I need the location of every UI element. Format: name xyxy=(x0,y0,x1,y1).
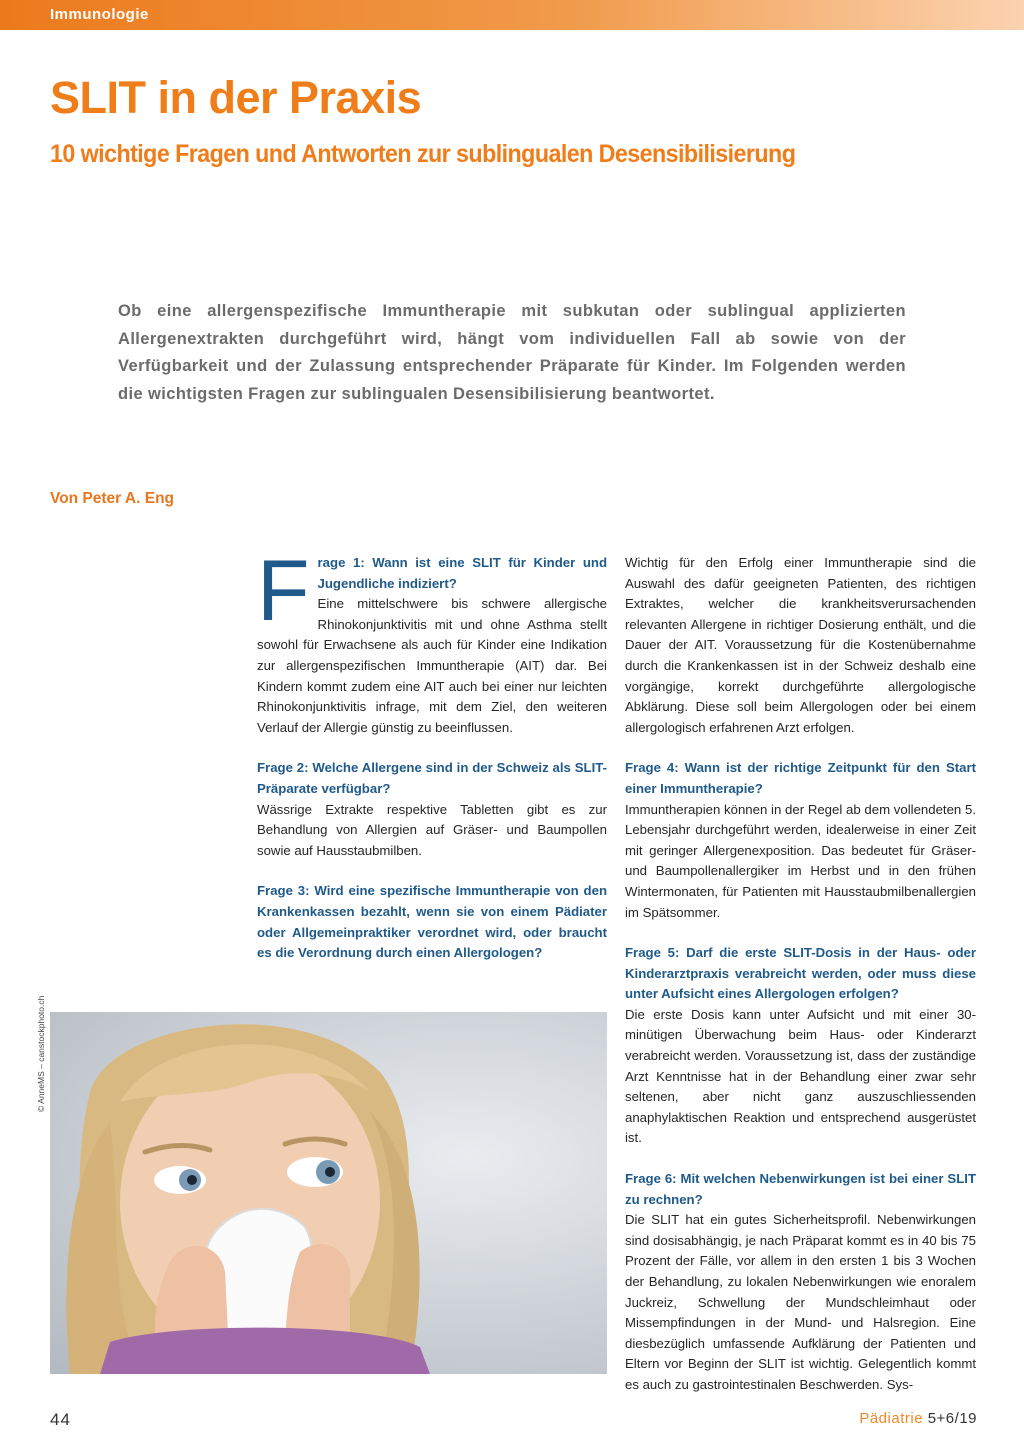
page-number: 44 xyxy=(50,1410,71,1429)
answer-1: Eine mittelschwere bis schwere allergische Rhinokonjunktivitis mit und ohne Asthma stellt sowohl für Erwachsene als auch für Kinder eine Indikation zur allergenspezifischen Immuntherapie (AIT) dar. Bei Kindern kommt zudem eine AIT auch bei einer nur leichten Rhinokonjunktivitis infrage, mit dem Ziel, den weiteren Verlauf der Allergie günstig zu beeinflussen. xyxy=(257,596,607,735)
article-lead: Ob eine allergenspezifische Immuntherapie mit subkutan oder sublingual applizierten Allergenextrakten durchgeführt wird, hängt vom individuellen Fall ab sowie von der Verfügbarkeit und der Zulassung entsprechender Präparate für Kinder. Im Folgenden werden die wichtigsten Fragen zur sublingualen Desensibilisierung beantwortet. xyxy=(118,302,906,403)
answer-6: Die SLIT hat ein gutes Sicherheitsprofil. Nebenwirkungen sind dosisabhängig, je nach Präparat kommt es in 40 bis 75 Prozent der Fälle, vor allem in den ersten 1 bis 3 Wochen der Behandlung, zu lokalen Nebenwirkungen wie enoralem Juckreiz, Schwellung der Mundschleimhaut oder Missempfindungen in der Mund- und Halsregion. Eine diesbezüglich umfassende Aufklärung der Patienten und Eltern vor Beginn der SLIT ist wichtig. Gelegentlich kommt es auch zu gastrointestinalen Beschwerden. Sys- xyxy=(625,1212,976,1392)
question-2: Frage 2: Welche Allergene sind in der Schweiz als SLIT-Präparate verfügbar? xyxy=(257,760,607,796)
photo-credit: © AnneMS – canstockphoto.ch xyxy=(36,995,46,1112)
answer-5: Die erste Dosis kann unter Aufsicht und mit einer 30-minütigen Überwachung beim Haus- oder Kinderarzt verabreicht werden. Voraussetzung ist, dass der zuständige Arzt Kenntnisse hat in der Behandlung einer zwar sehr seltenen, aber nicht ganz auszuschliessenden anaphylaktischen Reaktion und entsprechend ausgerüstet ist. xyxy=(625,1006,976,1146)
question-6: Frage 6: Mit welchen Nebenwirkungen ist bei einer SLIT zu rechnen? xyxy=(625,1171,976,1207)
answer-3: Wichtig für den Erfolg einer Immuntherapie sind die Auswahl des dafür geeigneten Patienten, des richtigen Extraktes, welcher die krankheitsverursachenden relevanten Allergene in richtiger Dosierung enthält, und die Dauer der AIT. Voraussetzung für die Kostenübernahme durch die Krankenkassen ist in der Schweiz deshalb eine vorgängige, korrekt durchgeführte allergologische Abklärung. Diese soll beim Allergologen oder bei einem allergologisch erfahrenen Arzt erfolgen. xyxy=(625,555,976,735)
journal-issue: 5+6/19 xyxy=(927,1410,977,1427)
answer-2: Wässrige Extrakte respektive Tabletten gibt es zur Behandlung von Allergien auf Gräser- und Baumpollen sowie auf Hausstaubmilben. xyxy=(257,801,607,858)
author-byline: Von Peter A. Eng xyxy=(50,490,175,507)
text-column-left xyxy=(257,543,607,964)
answer-4: Immuntherapien können in der Regel ab dem vollendeten 5. Lebensjahr durchgeführt werden, idealerweise in einer Zeit mit geringer Allergenexposition. Das bedeutet für Gräser- und Baumpollenallergiker im Herbst und in den frühen Wintermonaten, für Patienten mit Hausstaubmilbenallergien im Spätsommer. xyxy=(625,801,976,920)
article-photo xyxy=(50,1012,607,1374)
text-column-right xyxy=(625,553,976,1396)
question-4: Frage 4: Wann ist der richtige Zeitpunkt für den Start einer Immuntherapie? xyxy=(625,760,976,796)
question-5: Frage 5: Darf die erste SLIT-Dosis in der Haus- oder Kinderarztpraxis verabreicht werden, oder muss diese unter Aufsicht eines Allergologen erfolgen? xyxy=(625,945,976,1002)
journal-footer xyxy=(859,1410,977,1427)
question-1: rage 1: Wann ist eine SLIT für Kinder und Jugendliche indiziert? xyxy=(317,555,607,591)
journal-name: Pädiatrie xyxy=(859,1410,924,1427)
section-header-bar xyxy=(0,0,1024,30)
question-3: Frage 3: Wird eine spezifische Immuntherapie von den Krankenkassen bezahlt, wenn sie von einem Pädiater oder Allgemeinpraktiker verordnet wird, oder braucht es die Verordnung durch einen Allergologen? xyxy=(257,883,607,961)
article-title: SLIT in der Praxis xyxy=(50,72,422,123)
child-with-tissue-illustration xyxy=(50,1012,607,1374)
drop-cap: F xyxy=(257,543,310,639)
article-subtitle: 10 wichtige Fragen und Antworten zur sublingualen Desensibilisierung xyxy=(50,140,796,168)
section-label: Immunologie xyxy=(50,6,149,23)
